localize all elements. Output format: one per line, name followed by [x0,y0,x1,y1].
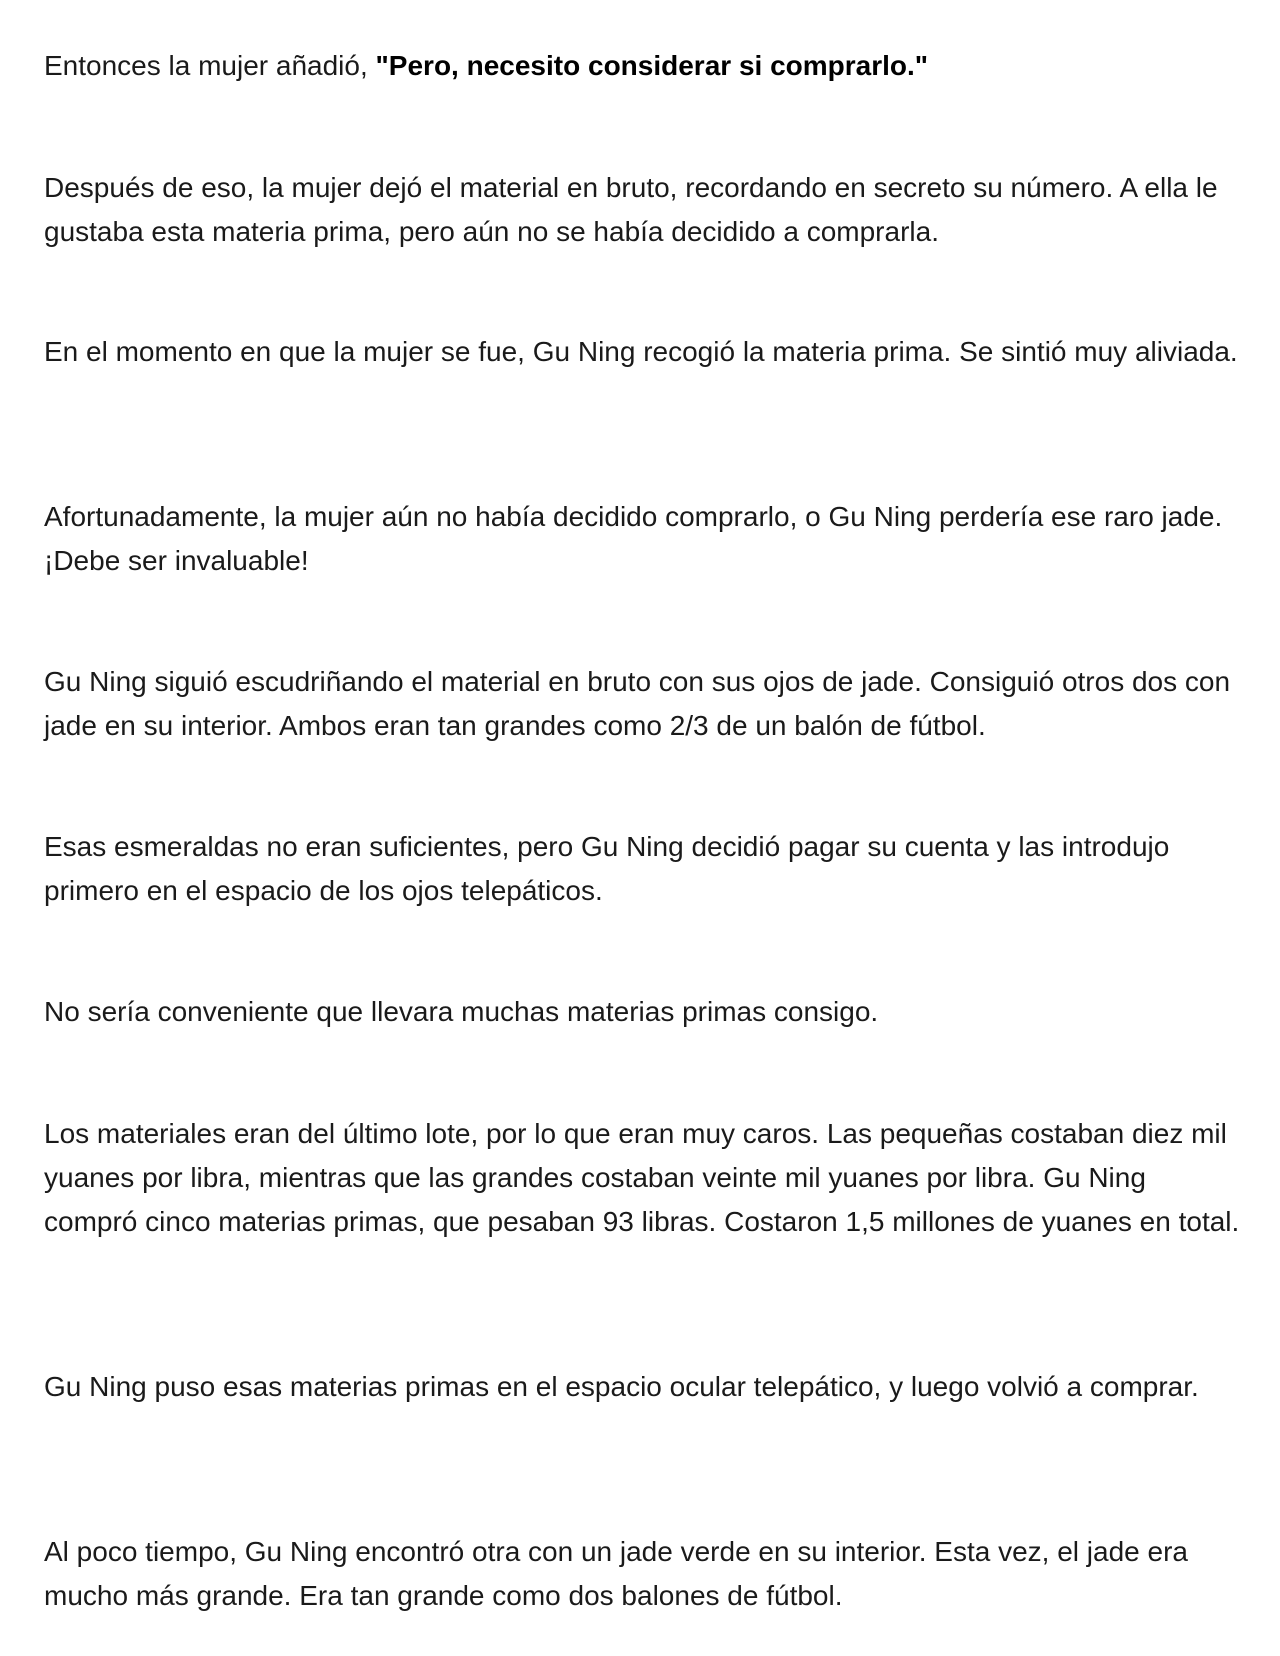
document-page [44,0,1240,1656]
paragraph-1 [44,44,1240,88]
paragraph-7: No sería conveniente que llevara muchas materias primas consigo. [44,996,879,1027]
paragraph-1-quote: "Pero, necesito considerar si comprarlo." [375,50,929,81]
paragraph-8: Los materiales eran del último lote, por lo que eran muy caros. Las pequeñas costaban diez mil yuanes por libra, mientras que las grandes costaban veinte mil yuanes por libra. Gu Ning compró cinco materias primas, que pesaban 93 libras. Costaron 1,5 millones de yuanes en total. [44,1118,1240,1237]
paragraph-2: Después de eso, la mujer dejó el material en bruto, recordando en secreto su número. A ella le gustaba esta materia prima, pero aún no se había decidido a comprarla. [44,172,1218,247]
paragraph-1-lead: Entonces la mujer añadió, [44,50,376,81]
paragraph-3: En el momento en que la mujer se fue, Gu Ning recogió la materia prima. Se sintió muy aliviada. [44,336,1238,367]
paragraph-10: Al poco tiempo, Gu Ning encontró otra con un jade verde en su interior. Esta vez, el jade era mucho más grande. Era tan grande como dos balones de fútbol. [44,1536,1188,1611]
paragraph-6: Esas esmeraldas no eran suficientes, pero Gu Ning decidió pagar su cuenta y las introdujo primero en el espacio de los ojos telepáticos. [44,831,1170,906]
paragraph-4: Afortunadamente, la mujer aún no había decidido comprarlo, o Gu Ning perdería ese raro jade. ¡Debe ser invaluable! [44,501,1223,576]
paragraph-5: Gu Ning siguió escudriñando el material en bruto con sus ojos de jade. Consiguió otros dos con jade en su interior. Ambos eran tan grandes como 2/3 de un balón de fútbol. [44,666,1231,741]
paragraph-9: Gu Ning puso esas materias primas en el espacio ocular telepático, y luego volvió a comprar. [44,1371,1199,1402]
